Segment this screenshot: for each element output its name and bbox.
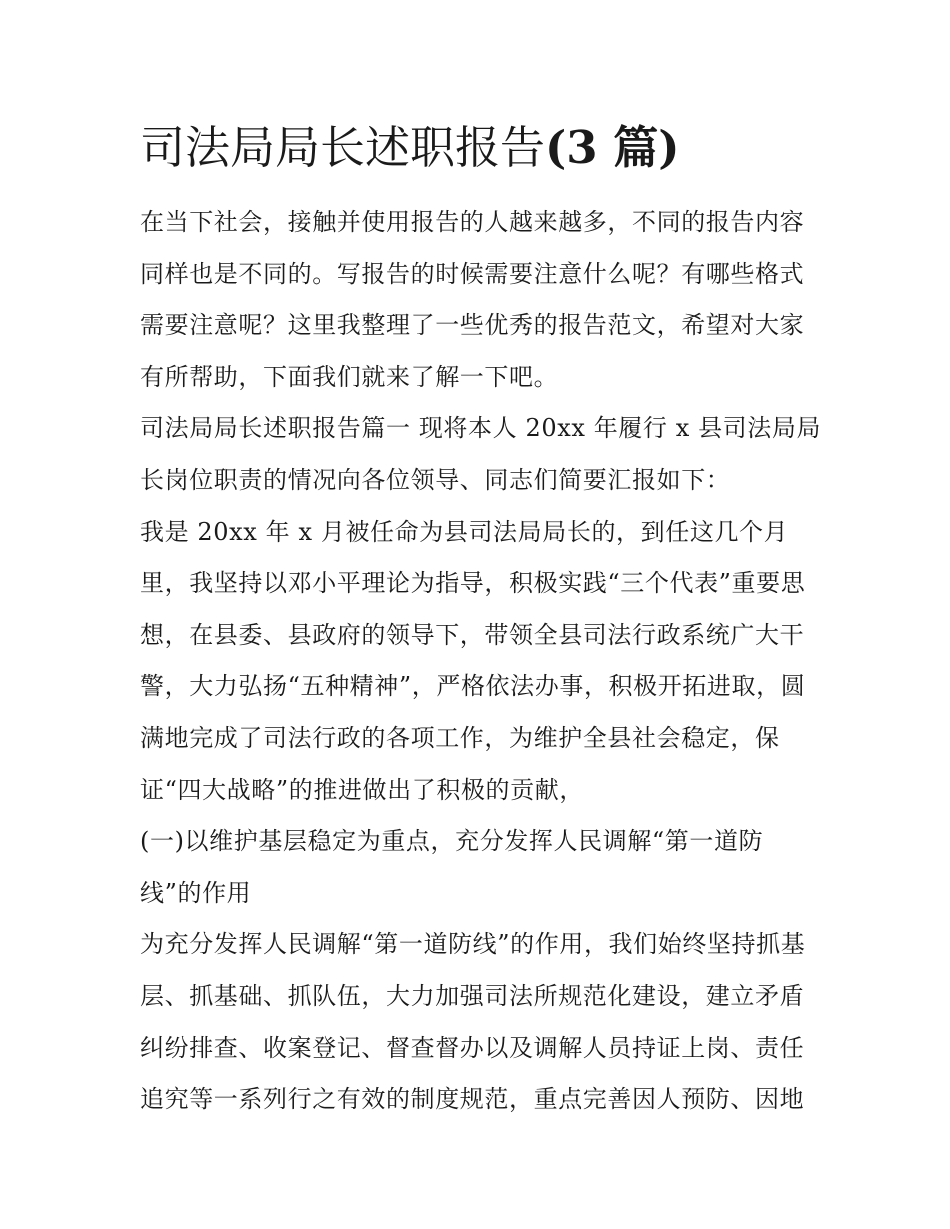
title-main: 司法局局长述职报告 [140,121,546,174]
text-line: 司法局局长述职报告篇一 现将本人 20xx 年履行 x 县司法局局 [140,414,822,443]
text-line: 为充分发挥人民调解“第一道防线”的作用，我们始终坚持抓基 [140,930,806,959]
text-line: 层、抓基础、抓队伍，大力加强司法所规范化建设，建立矛盾 [140,981,805,1010]
text-line: 在当下社会，接触并使用报告的人越来越多，不同的报告内容 [140,208,805,236]
text-line: 纠纷排查、收案登记、督查督办以及调解人员持证上岗、责任 [140,1033,805,1062]
text-line: 追究等一系列行之有效的制度规范，重点完善因人预防、因地 [140,1085,805,1114]
text-line: 里，我坚持以邓小平理论为指导，积极实践“三个代表”重要思 [140,569,806,598]
document-title [140,118,680,178]
text-line: 长岗位职责的情况向各位领导、同志们简要汇报如下： [140,465,731,494]
text-line: 有所帮助，下面我们就来了解一下吧。 [140,362,559,391]
text-line: 证“四大战略”的推进做出了积极的贡献， [140,775,584,804]
text-line: 我是 20xx 年 x 月被任命为县司法局局长的，到任这几个月 [140,517,789,546]
text-line: 满地完成了司法行政的各项工作，为维护全县社会稳定，保 [140,723,780,752]
text-line: 线”的作用 [140,878,252,907]
title-suffix: (3 篇) [545,121,680,174]
text-line: 警，大力弘扬“五种精神”，严格依法办事，积极开拓进取，圆 [140,672,806,701]
text-line: 想，在县委、县政府的领导下，带领全县司法行政系统广大干 [140,620,805,649]
text-line: 同样也是不同的。写报告的时候需要注意什么呢？有哪些格式 [140,259,805,288]
text-line: (一)以维护基层稳定为重点，充分发挥人民调解“第一道防 [140,827,764,856]
text-line: 需要注意呢？这里我整理了一些优秀的报告范文，希望对大家 [140,311,805,340]
document-body [140,197,820,1126]
